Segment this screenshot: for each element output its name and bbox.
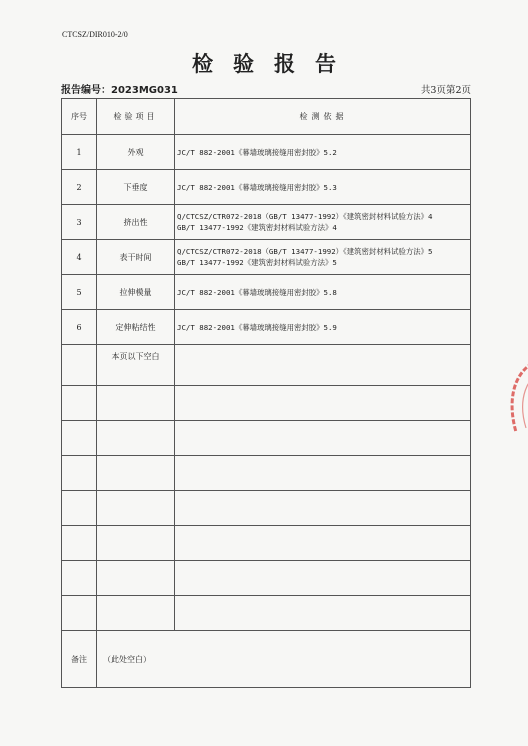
header-basis: 检测依据	[175, 99, 471, 135]
remark-row	[62, 631, 471, 688]
table-header-row	[62, 99, 471, 135]
blank-cell	[62, 456, 97, 491]
blank-cell	[175, 386, 471, 421]
empty-row	[62, 491, 471, 526]
basis-line: JC/T 882-2001《幕墙玻璃接缝用密封胶》5.9	[177, 322, 337, 332]
empty-row	[62, 386, 471, 421]
table-row	[62, 135, 471, 170]
row-item: 定伸粘结性	[97, 310, 175, 345]
table-row	[62, 310, 471, 345]
empty-row	[62, 421, 471, 456]
blank-note-row	[62, 345, 471, 386]
page-counter: 共3页第2页	[420, 85, 471, 96]
blank-cell	[97, 456, 175, 491]
row-basis	[175, 205, 471, 240]
empty-row	[62, 456, 471, 491]
report-number: 报告编号：2023MG031	[61, 85, 178, 96]
table-row	[62, 240, 471, 275]
report-title: 检验报告	[192, 51, 356, 76]
document-code: CTCSZ/DIR010-2/0	[62, 30, 128, 39]
blank-cell	[175, 421, 471, 456]
basis-line: JC/T 882-2001《幕墙玻璃接缝用密封胶》5.3	[177, 182, 337, 192]
table-row	[62, 275, 471, 310]
row-item: 下垂度	[97, 170, 175, 205]
basis-line: JC/T 882-2001《幕墙玻璃接缝用密封胶》5.2	[177, 147, 337, 157]
header-item: 检验项目	[97, 99, 175, 135]
blank-cell	[175, 596, 471, 631]
blank-cell	[62, 345, 97, 386]
row-basis	[175, 310, 471, 345]
blank-cell	[62, 491, 97, 526]
inspection-table	[61, 98, 471, 688]
blank-cell	[97, 596, 175, 631]
row-item: 表干时间	[97, 240, 175, 275]
empty-row	[62, 561, 471, 596]
row-no: 4	[62, 240, 97, 275]
empty-row	[62, 526, 471, 561]
row-basis	[175, 275, 471, 310]
basis-line: GB/T 13477-1992《建筑密封材料试验方法》4	[177, 223, 337, 232]
seal-stamp-icon	[494, 352, 528, 442]
blank-cell	[62, 386, 97, 421]
row-item: 拉伸模量	[97, 275, 175, 310]
basis-line: Q/CTCSZ/CTR072-2018（GB/T 13477-1992）《建筑密封材料试验方法》5	[177, 247, 433, 256]
row-no: 3	[62, 205, 97, 240]
row-no: 6	[62, 310, 97, 345]
table-row	[62, 205, 471, 240]
row-item: 挤出性	[97, 205, 175, 240]
blank-cell	[62, 526, 97, 561]
blank-cell	[175, 491, 471, 526]
table-row	[62, 170, 471, 205]
blank-cell	[97, 386, 175, 421]
remark-label: 备注	[62, 631, 97, 688]
row-basis	[175, 135, 471, 170]
row-basis	[175, 240, 471, 275]
blank-cell	[97, 561, 175, 596]
blank-cell	[62, 596, 97, 631]
empty-row	[62, 596, 471, 631]
blank-cell	[97, 421, 175, 456]
blank-cell	[175, 561, 471, 596]
blank-cell	[97, 491, 175, 526]
basis-line: JC/T 882-2001《幕墙玻璃接缝用密封胶》5.8	[177, 287, 337, 297]
row-no: 2	[62, 170, 97, 205]
row-no: 5	[62, 275, 97, 310]
basis-line: GB/T 13477-1992《建筑密封材料试验方法》5	[177, 258, 337, 267]
header-no: 序号	[62, 99, 97, 135]
blank-cell	[175, 456, 471, 491]
row-item: 外观	[97, 135, 175, 170]
row-basis	[175, 170, 471, 205]
blank-cell	[175, 526, 471, 561]
blank-cell	[62, 561, 97, 596]
remark-text: （此处空白）	[97, 631, 471, 688]
blank-cell	[175, 345, 471, 386]
blank-cell	[62, 421, 97, 456]
blank-cell	[97, 526, 175, 561]
row-no: 1	[62, 135, 97, 170]
basis-line: Q/CTCSZ/CTR072-2018（GB/T 13477-1992）《建筑密封材料试验方法》4	[177, 212, 433, 221]
blank-note: 本页以下空白	[97, 345, 175, 386]
